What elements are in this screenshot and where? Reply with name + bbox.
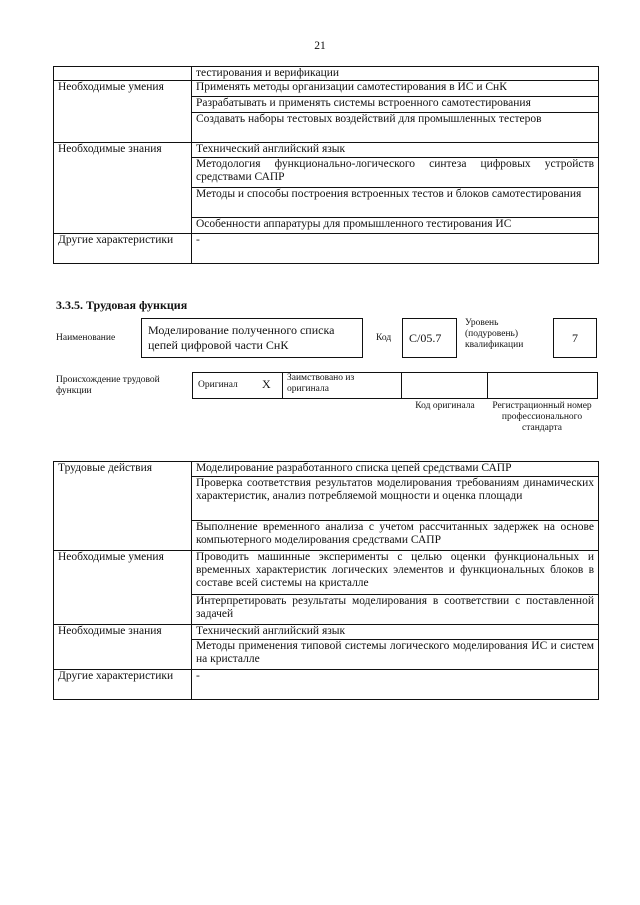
table-cell-item: Технический английский язык [192,625,599,640]
code-value-box [402,318,457,358]
name-label: Наименование [56,333,116,343]
row-label-knowledge: Необходимые знания [54,143,192,234]
row-label-skills: Необходимые умения [54,81,192,143]
borrowed-label: Заимствовано из оригинала [287,373,355,394]
page-number: 21 [314,40,326,52]
table-cell-item: Разрабатывать и применять системы встроенного самотестирования [192,97,599,113]
row-label-other: Другие характеристики [54,670,192,700]
table-cell-item: - [192,670,599,700]
table-cell-item: Интерпретировать результаты моделирования в соответствии с поставленной задачей [192,595,599,625]
level-value: 7 [572,331,578,345]
name-value-box [141,318,363,358]
code-original-caption: Код оригинала [415,401,475,411]
table-cell-item: Применять методы организации самотестирования в ИС и СнК [192,81,599,97]
row-label-knowledge: Необходимые знания [54,625,192,670]
name-value: Моделирование полученного списка цепей цифровой части СнК [148,323,335,352]
row-label-actions: Трудовые действия [54,462,192,551]
code-value: C/05.7 [409,331,442,345]
table-cell-item: Методы применения типовой системы логического моделирования ИС и систем на кристалле [192,640,599,670]
code-label: Код [376,333,392,343]
table-cell-item: Проверка соответствия результатов моделирования требованиям динамических характеристик, анализ потребляемой мощности и оценка площади [192,477,599,521]
level-label: Уровень (подуровень) квалификации [465,318,524,350]
table-cell-item: Методология функционально-логического синтеза цифровых устройств средствами САПР [192,158,599,188]
table-cell-item: Методы и способы построения встроенных тестов и блоков самотестирования [192,188,599,218]
table-cell-item: Выполнение временного анализа с учетом рассчитанных задержек на основе компьютерного моделирования средствами САПР [192,521,599,551]
level-value-box [553,318,597,358]
table-cell-item: Создавать наборы тестовых воздействий для промышленных тестеров [192,113,599,143]
table-cell-item: - [192,234,599,264]
original-label: Оригинал [198,380,238,390]
reg-number-caption: Регистрационный номер профессионального стандарта [492,401,592,433]
table-cell-item: Проводить машинные эксперименты с целью оценки функциональных и временных характеристик логических элементов и функциональных блоков в составе всей системы на кристалле [192,551,599,595]
table-cell-label [54,67,192,81]
competency-table-2 [53,461,599,700]
table-cell-item: Моделирование разработанного списка цепей средствами САПР [192,462,599,477]
original-mark: X [262,377,271,391]
table-cell-item: Особенности аппаратуры для промышленного тестирования ИС [192,218,599,234]
row-label-other: Другие характеристики [54,234,192,264]
table-cell-item: тестирования и верификации [192,67,599,81]
table-cell-item: Технический английский язык [192,143,599,158]
competency-table-1 [53,66,599,264]
origin-label: Происхождение трудовой функции [56,375,160,396]
row-label-skills: Необходимые умения [54,551,192,625]
section-title: 3.3.5. Трудовая функция [56,298,188,312]
